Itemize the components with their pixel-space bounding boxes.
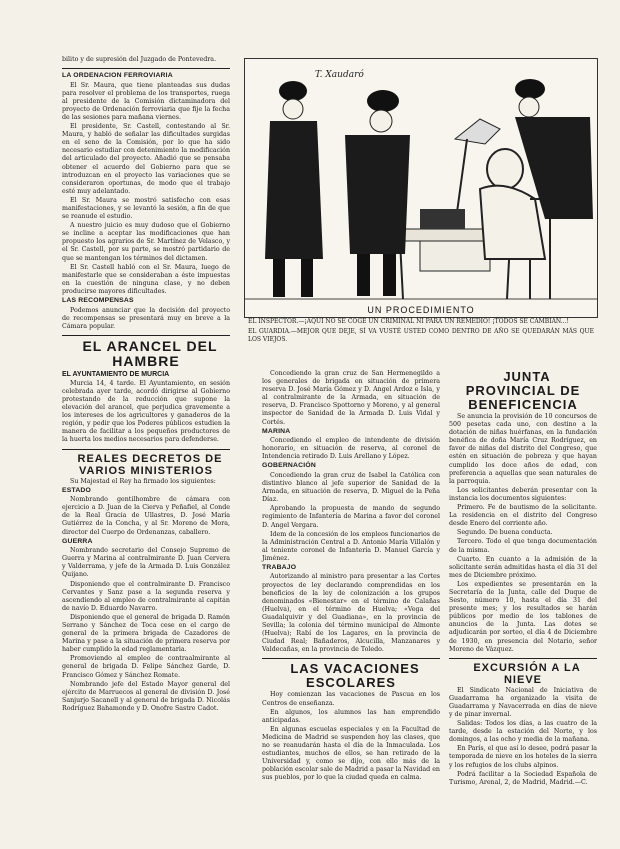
cartoon-signature: T. Xaudaró: [315, 70, 364, 80]
paragraph: Podemos anunciar que la decisión del proyecto de recompensas se presentará muy en breve a la Cámara popular.: [62, 306, 230, 330]
subheading-murcia: EL AYUNTAMIENTO DE MURCIA: [62, 370, 170, 378]
headline-arancel: EL ARANCEL DEL HAMBRE: [82, 337, 218, 369]
cartoon-title: UN PROCEDIMIENTO: [367, 305, 475, 315]
desk-drawer: [420, 241, 490, 271]
policeman-leg: [301, 259, 313, 297]
caption-line-1: EL INSPECTOR.—¡AQUÍ NO SE COGE UN CRIMINAL NI PARA UN REMEDIO! ¡TODOS SE CAMBIAN...!: [248, 318, 569, 325]
policeman-leg: [383, 254, 396, 296]
policeman-face: [370, 110, 392, 132]
seated-man-head: [487, 149, 523, 189]
paragraph: Cuarto. En cuanto a la admisión de la solicitante serán admitidas hasta el día 31 del mes de Diciembre próximo.: [449, 555, 597, 579]
paragraph: Podrá facilitar a la Sociedad Española de Turismo, Arenal, 2, de Madrid, Madrid.—C.: [449, 770, 597, 786]
paragraph: Segundo. De buena conducta.: [457, 529, 553, 537]
paragraph: Primero. Fe de bautismo de la solicitante. La residencia en el distrito del Congreso desde Enero del corriente año.: [449, 504, 597, 528]
section-heading-recompensas: LAS RECOMPENSAS: [62, 297, 134, 305]
column-left: [62, 56, 230, 714]
paragraph: El Sr. Maura, que tiene planteadas sus dudas para resolver el problema de los transportes, ruega al presidente de la Comisión dictaminadora del proyecto de Ordenación ferroviaria que fije la fecha de las sesiones para mañana viernes.: [62, 81, 230, 121]
policeman-face: [519, 97, 539, 117]
paragraph: A nuestro juicio es muy dudoso que el Gobierno se incline a aceptar las modificaciones que han propuesto los agrarios de Sr. Martínez de Velasco, y el Sr. Castell, por su parte, se mostró partidario de que se mantengan los términos del dictamen.: [62, 222, 230, 262]
caption-line-2: EL GUARDIA.—MEJOR QUE DEJE, SÍ VA VUSTÉ USTED COMO DENTRO DE AÑO SE QUEDARÁN MÁS QUE LOS VIEJOS.: [248, 328, 594, 343]
divider: [62, 335, 230, 336]
paragraph: Se anuncia la provisión de 10 concursos de 500 pesetas cada uno, con destino a la dotación de niñas huérfanas, en la fundación benéfica de doña María Cruz Rodríguez, en favor de niñas del distrito del Congreso, que estén en situación de pobreza y que hayan cumplido los doce años de edad, con preferencia a aquellas que sean naturales de la parroquia.: [449, 413, 597, 485]
section-heading-trabajo: TRABAJO: [262, 563, 297, 571]
policeman-helmet: [367, 90, 399, 112]
paragraph: El Sindicato Nacional de Iniciativa de Guadarrama ha organizado la visita de Guadarrama y Navacerrada en días de nieve y de pinar invernal.: [449, 686, 597, 718]
headline-excursion: EXCURSIÓN A LA NIEVE: [473, 661, 581, 686]
divider: [262, 658, 440, 659]
cartoon-drawing: [245, 59, 597, 317]
divider: [62, 449, 230, 450]
section-heading-ferroviaria: LA ORDENACION FERROVIARIA: [62, 72, 173, 80]
paragraph: En algunas escuelas especiales y en la Facultad de Medicina de Madrid se suspenden hoy las clases, que no se reanudarán hasta el día de la Inmaculada. Los estudiantes, muchos de ellos, se han retirado de la Universidad y, como se dijo, con ello más de la población escolar sale de Madrid a pasar la Navidad en sus pueblos, por lo que la ciudad queda en calma.: [262, 725, 440, 782]
paragraph: Murcia 14, 4 tarde. El Ayuntamiento, en sesión celebrada ayer tarde, acordó dirigirse al Gobierno protestando de la reducción que supone la elevación del arancel, que perjudica gravemente a los intereses de los agricultores y ganaderos de la región, y pedir que los Poderes públicos estudien la manera de facilitar a los pequeños productores de la huerta los medios necesarios para defenderse.: [62, 379, 230, 444]
seated-man-body: [480, 186, 545, 259]
paragraph: El Sr. Maura se mostró satisfecho con esas manifestaciones, y se levantó la sesión, a fin de que se reanude el estudio.: [62, 196, 230, 221]
paragraph: El Sr. Castell habló con el Sr. Maura, luego de manifestarle que se consideraban a éste impuestas en la cuestión de ninguna clase, y no deben producirse mayores dificultades.: [62, 263, 230, 295]
paragraph: En París, el que así lo desee, podrá pasar la temporada de nieve en los hoteles de la sierra y los refugios de los clubs alpinos.: [449, 745, 597, 769]
top-fragment: bilito y de supresión del Juzgado de Pontevedra.: [62, 56, 217, 63]
lamp-shade: [455, 119, 500, 144]
section-heading-estado: ESTADO: [62, 486, 92, 494]
policeman-leg: [273, 259, 285, 297]
cartoon-illustration: [244, 58, 598, 318]
section-heading-guerra: GUERRA: [62, 537, 93, 545]
policeman-leg: [357, 254, 370, 296]
policeman-helmet: [515, 79, 545, 99]
paragraph: Nombrando secretario del Consejo Supremo de Guerra y Marina al contralmirante D. Juan Cervera y Valderrama, y jefe de la Armada D. Luis González Quijano.: [62, 547, 230, 579]
paragraph: Su Majestad el Rey ha firmado los siguientes:: [70, 477, 216, 485]
paragraph: Hoy comienzan las vacaciones de Pascua en los Centros de enseñanza.: [262, 691, 440, 707]
headline-junta: JUNTA PROVINCIAL DE BENEFICENCIA: [465, 369, 581, 412]
column-right: [449, 370, 597, 788]
divider: [449, 658, 597, 659]
cartoon-caption: [248, 318, 594, 344]
paragraph: Autorizando al ministro para presentar a las Cortes proyectos de ley declarando comprendidas en los beneficios de la ley de colonización a los grupos denominados «Bienestar» en el término de Calañas (Huelva), en el término de Huelva; «Vega del Guadalquivir y del Guadiana», en la provincia de Sevilla; la colonia del término municipal de Almonte (Huelva); Rabí de los Lagares, en la provincia de Ciudad Real; Bañaderos, Alcucilla, Manzanares y Valdecañas, en la provincia de Toledo.: [262, 573, 440, 654]
paragraph: Concediendo el empleo de intendente de división honorario, en situación de reserva, al coronel de Intendencia retirado D. Luis Arellano y López.: [262, 437, 440, 461]
section-heading-marina: MARINA: [262, 427, 291, 435]
paragraph: Aprobando la propuesta de mando de segundo regimiento de Infantería de Marina a favor del coronel D. Angel Vergara.: [262, 505, 440, 529]
policeman-body: [345, 135, 410, 254]
paragraph: Disponiendo que el contralmirante D. Francisco Cervantes y Sanz pase a la segunda reserva y ascendiendo al empleo de contralmirante al capitán de navío D. Eduardo Navarro.: [62, 580, 230, 612]
paragraph: El presidente, Sr. Castell, contestando al Sr. Maura, y habló de señalar las dificultades surgidas en el seno de la Comisión, por lo que ha sido necesario estudiar con detenimiento la modificación del articulado del proyecto. Añadió que se pensaba obtener el acuerdo del Gobierno para que se introduzcan en el proyecto las variaciones que se consideraron oportunas, de modo que el trabajo esté muy adelantado.: [62, 123, 230, 195]
paragraph: Los solicitantes deberán presentar con la instancia los documentos siguientes:: [449, 486, 597, 502]
headline-vacaciones: LAS VACACIONES ESCOLARES: [290, 661, 420, 691]
section-heading-gobernacion: GOBERNACIÓN: [262, 462, 316, 470]
paragraph: Nombrando jefe del Estado Mayor general del ejército de Marruecos al general de división D. José Sanjurjo Sacanell y al general de brigada D. Nicolás Rodríguez Bahamonde y D. Onofre Sastre Cadot.: [62, 680, 230, 712]
policeman-body: [265, 121, 323, 259]
paragraph: En algunos, los alumnos las han emprendido anticipadas.: [262, 708, 440, 724]
paragraph: Nombrando gentilhombre de cámara con ejercicio a D. Juan de la Cierva y Peñafiel, al Conde de la Real Gracia de Ullastres, D. José María Gutiérrez de la Concha, y al Sr. Moreno de Mora, director del Cuerpo de Ordenanzas, caballero.: [62, 496, 230, 536]
divider: [62, 68, 230, 69]
policeman-helmet: [279, 81, 307, 101]
typewriter: [420, 209, 465, 229]
headline-decretos: REALES DECRETOS DE VARIOS MINISTERIOS: [77, 452, 223, 477]
paragraph: Salidas: Todos los días, a las cuatro de la tarde, desde la estación del Norte, y los domingos, a las ocho y media de la mañana.: [449, 720, 597, 744]
paragraph: Los expedientes se presentarán en la Secretaría de la Junta, calle del Duque de Sesto, número 10, hasta el día 31 del presente mes; y los resultados se harán públicos por medio de los tablones de anuncios de la Junta. Las dotes se adjudicarán por sorteo, el día 4 de Diciembre de 1930, en presencia del Notario, señor Moreno de Vázquez.: [449, 580, 597, 653]
paragraph: Idem de la concesión de los empleos funcionarios de la Administración Central a D. Antonio María Villalón y al teniente coronel de Infantería D. Manuel García y Jiménez.: [262, 530, 440, 562]
paragraph: Disponiendo que el general de brigada D. Ramón Serrano y Sánchez de Toca cese en el cargo de general de la primera brigada de Cazadores de Marina y pase a la situación de primera reserva por haber cumplido la edad reglamentaria.: [62, 613, 230, 654]
paragraph: Tercero. Todo el que tenga documentación de la misma.: [449, 538, 597, 554]
paragraph: Concediendo la gran cruz de San Hermenegildo a los generales de brigada en situación de primera reserva D. José María Gómez y D. Angel Ardoz e Isla, y al contralmirante de la Armada, en situación de reserva, D. Francisco Spottorno y Moreno, y al general inspector de Sanidad de la Armada D. Luis Vidal y Cortés.: [262, 370, 440, 426]
column-center: [262, 370, 440, 783]
paragraph: Promoviendo al empleo de contraalmirante al general de brigada D. Felipe Sánchez Garde, D. Francisco Gómez y Sánchez Romate.: [62, 655, 230, 679]
paragraph: Concediendo la gran cruz de Isabel la Católica con distintivo blanco al jefe superior de Sanidad de la Armada, en situación de reserva, D. Miguel de la Peña Díaz.: [262, 471, 440, 504]
policeman-face: [283, 99, 303, 119]
